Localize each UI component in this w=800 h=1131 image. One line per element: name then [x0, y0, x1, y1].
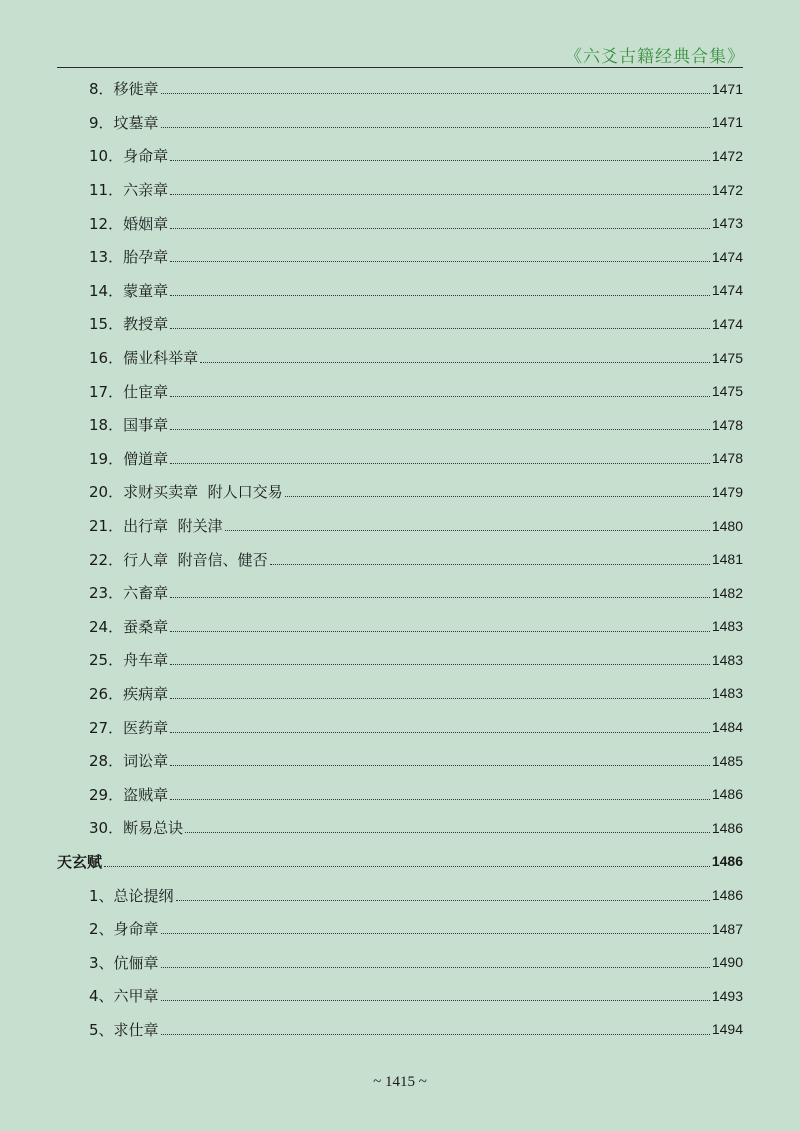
toc-entry-title: 19．僧道章	[89, 449, 169, 468]
dot-leader	[170, 799, 710, 800]
toc-entry[interactable]	[57, 374, 743, 408]
toc-entry[interactable]	[57, 341, 743, 375]
toc-entry-page: 1486	[711, 786, 743, 803]
toc-entry-title: 18．国事章	[89, 416, 169, 435]
toc-entry[interactable]	[57, 206, 743, 240]
toc-entry[interactable]	[57, 744, 743, 778]
toc-entry-title: 天玄赋	[57, 852, 103, 871]
toc-entry-page: 1471	[711, 114, 743, 131]
toc-entry-page: 1485	[711, 752, 743, 769]
dot-leader	[161, 967, 710, 968]
dot-leader	[185, 832, 710, 833]
dot-leader	[161, 127, 710, 128]
toc-entry-page: 1486	[711, 819, 743, 836]
toc-entry[interactable]	[57, 173, 743, 207]
toc-entry-page: 1486	[711, 887, 743, 904]
dot-leader	[170, 295, 710, 296]
toc-entry-page: 1493	[711, 987, 743, 1004]
dot-leader	[170, 597, 710, 598]
toc-entry-page: 1481	[711, 551, 743, 568]
dot-leader	[170, 664, 710, 665]
dot-leader	[170, 228, 710, 229]
toc-entry-title: 24．蚕桑章	[89, 617, 169, 636]
toc-entry-title: 27．医药章	[89, 718, 169, 737]
toc-entry-title: 13．胎孕章	[89, 248, 169, 267]
dot-leader	[170, 160, 710, 161]
toc-entry-title: 9．坟墓章	[89, 113, 159, 132]
toc-entry-page: 1482	[711, 584, 743, 601]
toc-entry-title: 11．六亲章	[89, 181, 169, 200]
dot-leader	[170, 194, 710, 195]
toc-entry-title: 3、伉俪章	[89, 953, 159, 972]
toc-entry-title: 23．六畜章	[89, 584, 169, 603]
table-of-contents	[57, 72, 743, 1046]
toc-entry-page: 1472	[711, 181, 743, 198]
toc-entry-page: 1472	[711, 147, 743, 164]
toc-entry[interactable]	[57, 677, 743, 711]
dot-leader	[104, 866, 710, 867]
toc-entry-page: 1486	[711, 853, 743, 870]
toc-entry-page: 1483	[711, 651, 743, 668]
toc-entry[interactable]	[57, 979, 743, 1013]
toc-entry-page: 1474	[711, 315, 743, 332]
toc-entry[interactable]	[57, 576, 743, 610]
dot-leader	[200, 362, 710, 363]
dot-leader	[170, 429, 710, 430]
toc-entry[interactable]	[57, 72, 743, 106]
toc-entry-page: 1475	[711, 383, 743, 400]
toc-entry-page: 1473	[711, 215, 743, 232]
toc-entry[interactable]	[57, 307, 743, 341]
toc-entry-page: 1474	[711, 248, 743, 265]
toc-entry-page: 1483	[711, 685, 743, 702]
toc-entry-title: 5、求仕章	[89, 1020, 159, 1039]
dot-leader	[170, 765, 710, 766]
dot-leader	[170, 328, 710, 329]
toc-entry-page: 1478	[711, 416, 743, 433]
toc-entry-title: 4、六甲章	[89, 987, 159, 1006]
toc-entry[interactable]	[57, 777, 743, 811]
dot-leader	[170, 631, 710, 632]
toc-entry-title: 15．教授章	[89, 315, 169, 334]
toc-entry-title: 8．移徙章	[89, 80, 159, 99]
toc-entry-page: 1494	[711, 1021, 743, 1038]
toc-entry[interactable]	[57, 710, 743, 744]
toc-entry[interactable]	[57, 408, 743, 442]
toc-entry-page: 1487	[711, 920, 743, 937]
toc-entry-page: 1474	[711, 282, 743, 299]
toc-entry[interactable]	[57, 610, 743, 644]
toc-entry-title: 28．词讼章	[89, 752, 169, 771]
toc-entry-title: 20．求财买卖章 附人口交易	[89, 483, 283, 502]
header-divider	[57, 67, 743, 68]
toc-entry[interactable]	[57, 912, 743, 946]
toc-entry-title: 30．断易总诀	[89, 819, 184, 838]
toc-entry[interactable]	[57, 106, 743, 140]
dot-leader	[161, 1000, 710, 1001]
toc-entry[interactable]	[57, 811, 743, 845]
dot-leader	[170, 463, 710, 464]
toc-section-entry[interactable]	[57, 845, 743, 879]
toc-entry-page: 1479	[711, 483, 743, 500]
toc-entry-title: 17．仕宦章	[89, 382, 169, 401]
toc-entry[interactable]	[57, 509, 743, 543]
dot-leader	[170, 732, 710, 733]
toc-entry-title: 29．盗贼章	[89, 785, 169, 804]
toc-entry-title: 2、身命章	[89, 920, 159, 939]
dot-leader	[170, 396, 710, 397]
toc-entry-title: 12．婚姻章	[89, 214, 169, 233]
toc-entry-page: 1478	[711, 450, 743, 467]
toc-entry[interactable]	[57, 442, 743, 476]
toc-entry-title: 16．儒业科举章	[89, 349, 199, 368]
toc-entry-page: 1471	[711, 80, 743, 97]
toc-entry-page: 1490	[711, 954, 743, 971]
dot-leader	[170, 698, 710, 699]
toc-entry[interactable]	[57, 475, 743, 509]
toc-entry-page: 1475	[711, 349, 743, 366]
toc-entry-page: 1483	[711, 618, 743, 635]
toc-entry[interactable]	[57, 542, 743, 576]
toc-entry[interactable]	[57, 878, 743, 912]
dot-leader	[161, 1034, 710, 1035]
toc-entry[interactable]	[57, 240, 743, 274]
dot-leader	[225, 530, 710, 531]
toc-entry[interactable]	[57, 139, 743, 173]
book-title-header: 《六爻古籍经典合集》	[565, 47, 745, 67]
toc-entry-title: 25．舟车章	[89, 651, 169, 670]
dot-leader	[285, 496, 710, 497]
dot-leader	[170, 261, 710, 262]
toc-entry-page: 1480	[711, 517, 743, 534]
toc-entry[interactable]	[57, 274, 743, 308]
toc-entry-title: 1、总论提纲	[89, 886, 174, 905]
page-number: ~ 1415 ~	[373, 1074, 427, 1090]
toc-entry[interactable]	[57, 643, 743, 677]
dot-leader	[161, 933, 710, 934]
toc-entry[interactable]	[57, 945, 743, 979]
dot-leader	[176, 900, 710, 901]
toc-entry-page: 1484	[711, 719, 743, 736]
dot-leader	[270, 564, 710, 565]
toc-entry-title: 14．蒙童章	[89, 281, 169, 300]
toc-entry[interactable]	[57, 1013, 743, 1047]
toc-entry-title: 22．行人章 附音信、健否	[89, 550, 268, 569]
toc-entry-title: 10．身命章	[89, 147, 169, 166]
toc-entry-title: 26．疾病章	[89, 684, 169, 703]
dot-leader	[161, 93, 710, 94]
toc-entry-title: 21．出行章 附关津	[89, 517, 223, 536]
